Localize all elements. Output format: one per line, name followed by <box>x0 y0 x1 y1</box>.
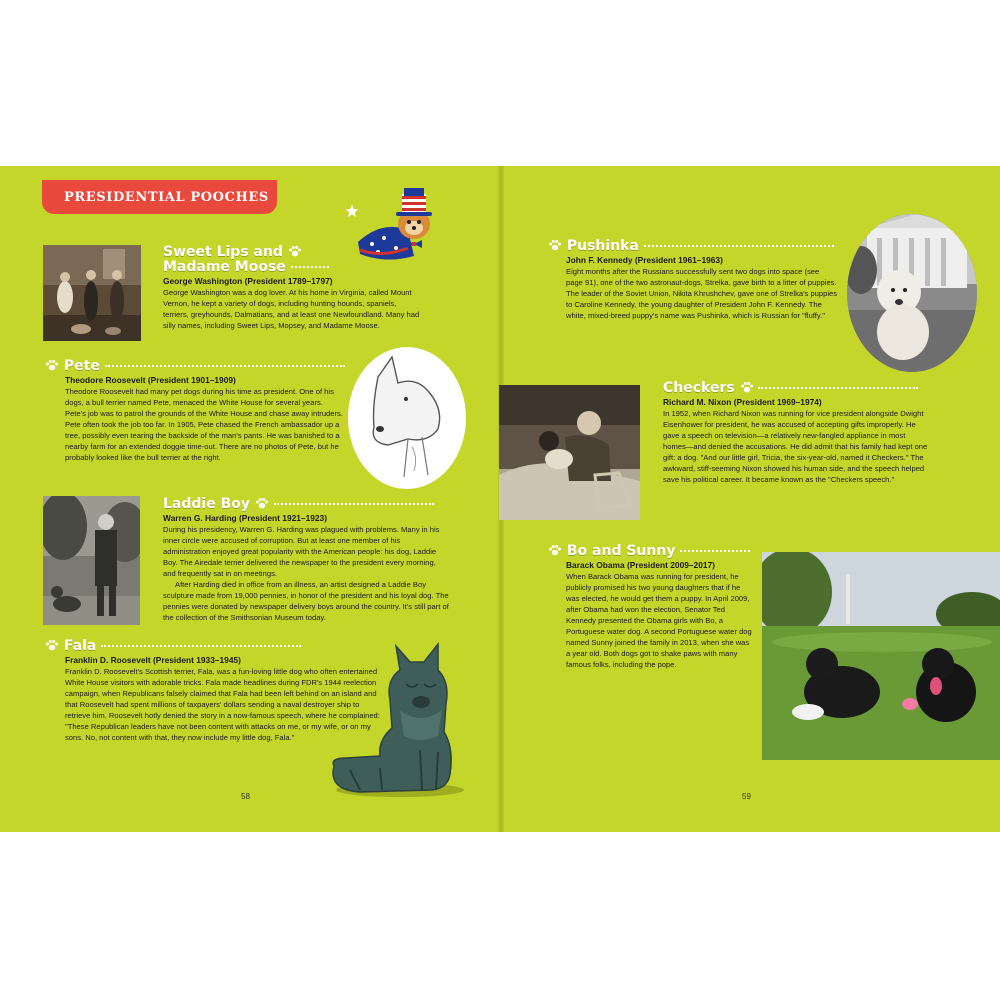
pushinka-white-house-photo-image <box>847 214 977 372</box>
title-text: Fala <box>63 638 97 654</box>
section-title <box>163 245 493 275</box>
section-title <box>45 359 345 374</box>
paw-icon <box>548 544 562 556</box>
bull-terrier-sketch-image <box>348 347 466 489</box>
section-title <box>663 381 933 396</box>
section-title <box>163 497 495 512</box>
dotted-rule <box>644 245 834 247</box>
section-laddie-boy <box>163 497 495 623</box>
section-sweet-lips <box>163 245 493 331</box>
title-text: Checkers <box>663 380 735 396</box>
washington-painting-image <box>43 245 141 341</box>
section-body: During his presidency, Warren G. Harding was plagued with problems. Many in his inner circle were accused of corruption. But at least one member of his administration enjoyed great popularity with the American people: his dog, Laddie Boy. The Airedale terrier delivered the newspaper to the president every morning, and frequently sat in on meetings. <box>163 525 440 578</box>
section-bo-sunny <box>548 544 753 670</box>
paw-icon <box>548 239 562 251</box>
section-checkers <box>663 381 933 485</box>
president-label: Theodore Roosevelt (President 1901–1909) <box>65 375 236 385</box>
title-line-1: Sweet Lips and <box>163 244 283 260</box>
section-title <box>548 544 753 559</box>
paw-icon <box>288 245 302 257</box>
title-line-2: Madame Moose <box>163 259 286 275</box>
dotted-rule <box>274 503 434 505</box>
section-body: When Barack Obama was running for president, he publicly promised his two young daughters that if he was elected, he would get them a puppy. In April 2009, after Obama had won the election, Senator Ted Kennedy presented the Obama girls with Bo, a Portuguese water dog. A second Portuguese water dog named Sunny joined the family in 2013, when she was a year old. Both dogs got to shake paws with many famous folks, including the pope. <box>566 572 752 669</box>
dotted-rule <box>758 387 918 389</box>
paw-icon <box>45 359 59 371</box>
dotted-rule <box>101 645 301 647</box>
president-label: Richard M. Nixon (President 1969–1974) <box>663 397 822 407</box>
header-banner <box>42 180 277 214</box>
president-label: Franklin D. Roosevelt (President 1933–1945) <box>65 655 241 665</box>
dotted-rule <box>291 266 329 268</box>
title-text: Laddie Boy <box>163 496 250 512</box>
harding-laddie-photo-image <box>43 496 140 625</box>
section-body: Theodore Roosevelt had many pet dogs during his time as president. One of his dogs, a bull terrier named Pete, menaced the White House for several years. Pete's job was to patrol the grounds of the White House and chase away intruders. Pete often took the job too far. In 1905, Pete chased the French ambassador up a tree, possibly even tearing the backside of the man's pants. He was banished to a nearby farm for an extended doggie time-out. There are no photos of Pete, but he probably looked like the bull terrier at the right. <box>65 387 343 462</box>
section-body: Eight months after the Russians successfully sent two dogs into space (see page 91), one of the two astronaut-dogs, Strelka, gave birth to a litter of puppies. The leader of the Soviet Union, Nikita Khrushchev, gave one of Strelka's puppies to Caroline Kennedy, the young daughter of President John F. Kennedy. The white, mixed-breed puppy's name was Pushinka, which is Russian for "fluffy." <box>566 267 838 320</box>
page-number-right: 59 <box>742 792 751 801</box>
bo-sunny-lawn-photo-image <box>762 552 1000 760</box>
dotted-rule <box>680 550 750 552</box>
page-number-left: 58 <box>241 792 250 801</box>
section-title <box>548 239 838 254</box>
paw-icon <box>45 639 59 651</box>
president-label: John F. Kennedy (President 1961–1963) <box>566 255 723 265</box>
title-text: Pushinka <box>566 238 639 254</box>
section-body: Franklin D. Roosevelt's Scottish terrier, Fala, was a fun-loving little dog who often entertained White House visitors with adorable tricks. Fala made headlines during FDR's 1944 reelection campaign, when Republicans falsely claimed that Fala had been left behind on an island and that Roosevelt had spent millions of taxpayers' dollars sending a naval destroyer ship to retrieve him. Roosevelt hotly denied the story in a now-famous speech, where he complained: "These Republican leaders have not been content with attacks on me, or my wife, or on my sons. No, not content with that, they now include my little dog, Fala." <box>65 667 380 742</box>
header-label: PRESIDENTIAL POOCHES <box>64 189 269 205</box>
nixon-checkers-photo-image <box>499 385 640 520</box>
section-body-continued: After Harding died in office from an illness, an artist designed a Laddie Boy sculpture made from 19,000 pennies, in honor of the president and his loyal dog. The pennies were donated by newspaper delivery boys around the country. It's still part of the collection of the Smithsonian Museum today. <box>163 580 449 622</box>
title-text: Pete <box>63 358 100 374</box>
section-body: In 1952, when Richard Nixon was running for vice president alongside Dwight Eisenhower for president, he was accused of accepting gifts improperly. He gave a speech on television—a relatively new-fangled appliance in most homes—and denied the accusations. He did admit that his family had kept one gift: a dog. "And our little girl, Tricia, the six-year-old, named it Checkers." The awkward, stiff-seeming Nixon showed his human side, and the speech helped save his political career. It became known as the "Checkers speech." <box>663 409 928 484</box>
president-label: George Washington (President 1789–1797) <box>163 276 333 286</box>
dotted-rule <box>105 365 345 367</box>
paw-icon <box>255 497 269 509</box>
paw-icon <box>740 381 754 393</box>
section-pete <box>45 359 345 463</box>
section-pushinka <box>548 239 838 321</box>
section-body: George Washington was a dog lover. At his home in Virginia, called Mount Vernon, he kept a variety of dogs, including hunting hounds, spaniels, terriers, greyhounds, Dalmatians, and at least one Newfoundland. Many had silly names, including Sweet Lips, Mopsey, and Madame Moose. <box>163 288 420 330</box>
book-spread <box>0 166 1000 832</box>
president-label: Barack Obama (President 2009–2017) <box>566 560 715 570</box>
president-label: Warren G. Harding (President 1921–1923) <box>163 513 327 523</box>
title-text: Bo and Sunny <box>566 543 676 559</box>
fala-statue-image <box>320 640 465 800</box>
